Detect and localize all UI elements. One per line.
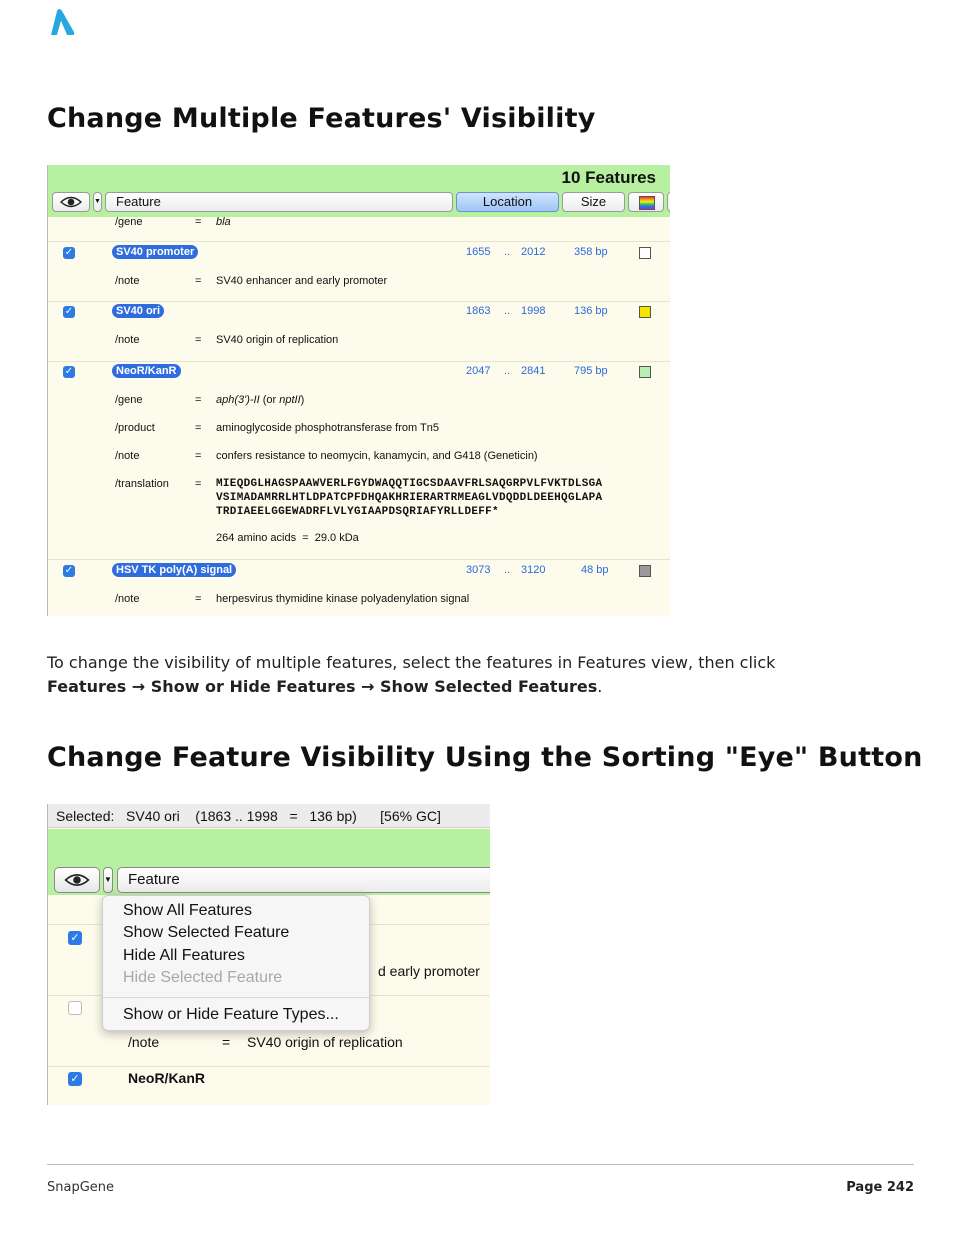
qualifier-label: /note bbox=[115, 450, 140, 462]
color-swatch-icon bbox=[639, 196, 655, 210]
row-note-tail: d early promoter bbox=[378, 963, 480, 979]
equals-sign: = bbox=[195, 334, 202, 346]
translation-line: MIEQDGLHAGSPAAWVERLFGYDWAQQTIGCSDAAVFRLSAQGRPVLFVKTDLSGA bbox=[216, 478, 603, 490]
footer-brand: SnapGene bbox=[47, 1180, 115, 1195]
start-position: 2047 bbox=[466, 365, 491, 377]
range-dots: .. bbox=[504, 365, 511, 377]
qualifier-value: SV40 enhancer and early promoter bbox=[216, 275, 388, 287]
features-header bbox=[48, 165, 670, 217]
checkbox-unchecked-icon[interactable] bbox=[68, 1001, 82, 1015]
equals-sign: = bbox=[195, 394, 202, 406]
menu-separator bbox=[103, 997, 369, 998]
qualifier-label: /gene bbox=[115, 216, 143, 228]
feature-name-pill[interactable]: HSV TK poly(A) signal bbox=[112, 563, 236, 577]
page-number: Page 242 bbox=[846, 1180, 914, 1195]
feature-name-pill[interactable]: SV40 promoter bbox=[112, 245, 198, 259]
start-position: 3073 bbox=[466, 564, 491, 576]
checkbox-checked-icon[interactable]: ✓ bbox=[68, 931, 82, 945]
end-position: 2841 bbox=[521, 365, 546, 377]
features-view-screenshot bbox=[47, 165, 670, 616]
menu-item-show-hide-types[interactable]: Show or Hide Feature Types... bbox=[123, 1006, 339, 1023]
qualifier-label: /product bbox=[115, 422, 155, 434]
feature-name-pill[interactable]: SV40 ori bbox=[112, 304, 164, 318]
end-position: 1998 bbox=[521, 305, 546, 317]
qualifier-label: /note bbox=[115, 334, 140, 346]
feature-color-square[interactable] bbox=[639, 565, 651, 577]
end-position: 2012 bbox=[521, 246, 546, 258]
qualifier-label: /gene bbox=[115, 394, 143, 406]
qualifier-value: confers resistance to neomycin, kanamycin, and G418 (Geneticin) bbox=[216, 450, 538, 462]
equals-sign: = bbox=[195, 450, 202, 462]
equals-sign: = bbox=[195, 275, 202, 287]
qualifier-value: aph(3')-II (or nptII) bbox=[216, 394, 305, 406]
qualifier-value: herpesvirus thymidine kinase polyadenylation signal bbox=[216, 593, 470, 605]
equals-sign: = bbox=[195, 593, 202, 605]
checkbox-checked-icon[interactable]: ✓ bbox=[64, 366, 74, 377]
feature-count: 10 Features bbox=[561, 168, 656, 187]
chevron-down-icon: ▼ bbox=[94, 198, 101, 205]
size-column-header[interactable]: Size bbox=[562, 192, 625, 212]
extra-column-header[interactable] bbox=[667, 192, 670, 212]
selection-status-bar: Selected: SV40 ori (1863 .. 1998 = 136 bp) [56% GC] bbox=[48, 804, 490, 828]
period: . bbox=[597, 677, 603, 696]
translation-summary: 264 amino acids = 29.0 kDa bbox=[216, 532, 359, 544]
feature-size: 795 bp bbox=[574, 365, 608, 377]
start-position: 1655 bbox=[466, 246, 491, 258]
feature-name-pill[interactable]: NeoR/KanR bbox=[112, 364, 181, 378]
checkbox-checked-icon[interactable]: ✓ bbox=[64, 306, 74, 317]
menu-path: Features → Show or Hide Features → Show Selected Features bbox=[47, 677, 598, 696]
translation-line: TRDIAEELGGEWADRFLVLYGIAAPDSQRIAFYRLLDEFF* bbox=[216, 506, 499, 518]
feature-column-header[interactable]: Feature bbox=[117, 867, 490, 893]
eye-menu-dropdown[interactable] bbox=[103, 867, 113, 893]
eye-sort-button[interactable] bbox=[52, 192, 90, 212]
qualifier-value: aminoglycoside phosphotransferase from Tn5 bbox=[216, 422, 439, 434]
menu-item-hide-all[interactable]: Hide All Features bbox=[123, 947, 245, 964]
qualifier-value: SV40 origin of replication bbox=[247, 1034, 403, 1050]
qualifier-label: /note bbox=[128, 1034, 160, 1050]
menu-item-show-all[interactable]: Show All Features bbox=[123, 902, 252, 919]
location-column-header[interactable]: Location bbox=[456, 192, 559, 212]
qualifier-label: /translation bbox=[115, 478, 169, 490]
equals-sign: = bbox=[222, 1034, 231, 1050]
instruction-paragraph bbox=[47, 651, 927, 699]
eye-icon bbox=[60, 195, 82, 209]
qualifier-label: /note bbox=[115, 593, 140, 605]
qualifier-value: bla bbox=[216, 216, 231, 228]
eye-sort-button[interactable] bbox=[54, 867, 100, 893]
feature-size: 358 bp bbox=[574, 246, 608, 258]
end-position: 3120 bbox=[521, 564, 546, 576]
eye-dropdown-menu bbox=[102, 895, 370, 1031]
menu-item-hide-selected: Hide Selected Feature bbox=[123, 969, 283, 986]
equals-sign: = bbox=[195, 422, 202, 434]
feature-color-square[interactable] bbox=[639, 247, 651, 259]
feature-size: 136 bp bbox=[574, 305, 608, 317]
snapgene-logo bbox=[48, 8, 76, 38]
range-dots: .. bbox=[504, 246, 511, 258]
feature-color-square[interactable] bbox=[639, 366, 651, 378]
eye-icon bbox=[64, 872, 90, 888]
range-dots: .. bbox=[504, 305, 511, 317]
checkbox-checked-icon[interactable]: ✓ bbox=[64, 565, 74, 576]
section-heading-eye-button: Change Feature Visibility Using the Sorting "Eye" Button bbox=[47, 742, 923, 773]
qualifier-label: /note bbox=[115, 275, 140, 287]
feature-color-square[interactable] bbox=[639, 306, 651, 318]
instruction-text: To change the visibility of multiple features, select the features in Features view, then click bbox=[47, 653, 776, 672]
feature-name[interactable]: NeoR/KanR bbox=[128, 1070, 206, 1086]
qualifier-value: SV40 origin of replication bbox=[216, 334, 339, 346]
chevron-down-icon: ▼ bbox=[104, 875, 112, 884]
translation-line: VSIMADAMRRLHTLDPATCPFDHQAKHRIERARTRMEAGLVDQDDLDEEHQGLAPA bbox=[216, 492, 603, 504]
start-position: 1863 bbox=[466, 305, 491, 317]
equals-sign: = bbox=[195, 478, 202, 490]
checkbox-checked-icon[interactable]: ✓ bbox=[68, 1072, 82, 1086]
footer-divider bbox=[47, 1164, 914, 1165]
eye-menu-dropdown[interactable] bbox=[93, 192, 102, 212]
feature-column-header[interactable]: Feature bbox=[105, 192, 453, 212]
color-column-header[interactable] bbox=[628, 192, 664, 212]
menu-item-show-selected[interactable]: Show Selected Feature bbox=[123, 924, 290, 941]
equals-sign: = bbox=[195, 216, 202, 228]
section-heading-multiple: Change Multiple Features' Visibility bbox=[47, 103, 596, 134]
range-dots: .. bbox=[504, 564, 511, 576]
eye-menu-screenshot bbox=[47, 804, 490, 1105]
checkbox-checked-icon[interactable]: ✓ bbox=[64, 247, 74, 258]
feature-size: 48 bp bbox=[581, 564, 609, 576]
